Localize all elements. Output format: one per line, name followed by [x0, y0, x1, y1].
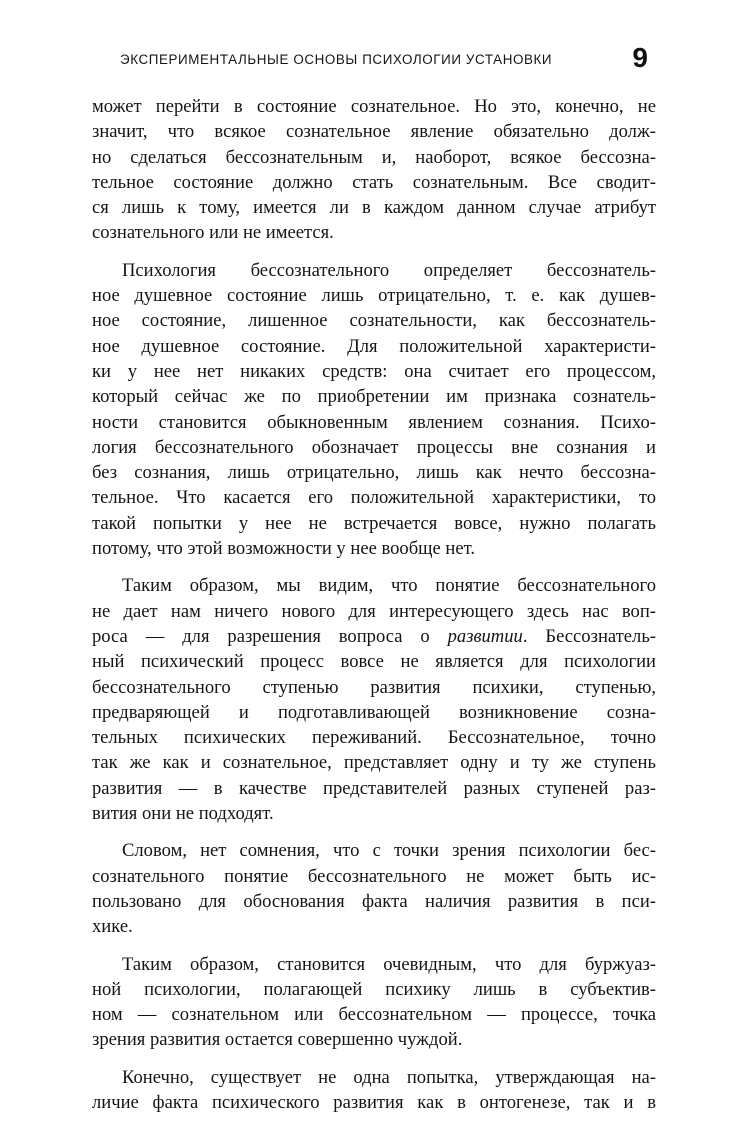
- text-line: так же как и сознательное, представляет одну и ту же ступень: [92, 752, 656, 774]
- text-line: ности становится обыкновенным явлением сознания. Психо-: [92, 411, 656, 433]
- text-line: значит, что всякое сознательное явление обязательно долж-: [92, 121, 656, 143]
- text-fragment: . Бессознатель-: [522, 625, 656, 647]
- text-line: Психология бессознательного определяет бессознатель-: [122, 259, 656, 281]
- text-line: такой попытки у нее не встречается вовсе, нужно полагать: [92, 512, 656, 534]
- text-line: пользовано для обоснования факта наличия развития в пси-: [92, 890, 656, 912]
- text-line: развития — в качестве представителей разных ступеней раз-: [92, 777, 656, 799]
- text-line: ном — сознательном или бессознательном — процессе, точка: [92, 1004, 656, 1026]
- running-title: ЭКСПЕРИМЕНТАЛЬНЫЕ ОСНОВЫ ПСИХОЛОГИИ УСТАНОВКИ: [120, 52, 553, 67]
- text-line: потому, что этой возможности у нее вообще нет.: [92, 538, 475, 560]
- text-line: может перейти в состояние сознательное. Но это, конечно, не: [92, 96, 656, 117]
- text-line: Словом, нет сомнения, что с точки зрения психологии бес-: [122, 840, 656, 862]
- paragraph-2: [92, 258, 656, 562]
- text-line: ное состояние, лишенное сознательности, как бессознатель-: [92, 310, 656, 332]
- paragraph-3: [92, 573, 656, 826]
- text-line: ной психологии, полагающей психику лишь в субъектив-: [92, 978, 656, 1000]
- text-line: логия бессознательного обозначает процессы вне сознания и: [92, 436, 656, 458]
- body-text: [92, 94, 656, 1127]
- text-line: бессознательного ступенью развития психики, ступенью,: [92, 676, 656, 698]
- text-line: вития они не подходят.: [92, 803, 274, 825]
- text-line: предваряющей и подготавливающей возникновение созна-: [92, 701, 656, 723]
- text-line: хике.: [92, 916, 133, 938]
- text-line: без сознания, лишь отрицательно, лишь как нечто бессозна-: [92, 462, 656, 484]
- text-line: ный психический процесс вовсе не является для психологии: [92, 651, 656, 673]
- text-line: сознательного или не имеется.: [92, 222, 334, 244]
- page-number: 9: [632, 42, 648, 73]
- text-line: тельных психических переживаний. Бессознательное, точно: [92, 727, 656, 749]
- text-line: ки у нее нет никаких средств: она считает его процессом,: [92, 360, 656, 382]
- text-line: Таким образом, становится очевидным, что для буржуаз-: [122, 953, 656, 975]
- emphasis-term: развитии: [447, 625, 523, 647]
- text-line: сознательного понятие бессознательного не может быть ис-: [92, 865, 656, 887]
- text-line: ное душевное состояние. Для положительной характеристи-: [92, 335, 656, 357]
- page-header: [120, 44, 660, 78]
- text-line: но сделаться бессознательным и, наоборот, всякое бессозна-: [92, 146, 656, 168]
- text-line: зрения развития остается совершенно чуждой.: [92, 1029, 463, 1051]
- text-line: Конечно, существует не одна попытка, утверждающая на-: [122, 1066, 656, 1088]
- text-line-with-emphasis: [92, 624, 656, 649]
- paragraph-4: [92, 838, 656, 939]
- paragraph-6: [92, 1065, 656, 1116]
- text-line: тельное состояние должно стать сознательным. Все сводит-: [92, 171, 656, 193]
- paragraph-1: [92, 94, 656, 246]
- text-line: который сейчас же по приобретении им признака сознатель-: [92, 386, 656, 408]
- text-line: тельное. Что касается его положительной характеристики, то: [92, 487, 656, 509]
- text-line: ся лишь к тому, имеется ли в каждом данном случае атрибут: [92, 197, 656, 219]
- text-line: Таким образом, мы видим, что понятие бессознательного: [122, 575, 656, 597]
- paragraph-5: [92, 952, 656, 1053]
- text-fragment: роса — для разрешения вопроса о: [92, 625, 448, 647]
- text-line: ное душевное состояние лишь отрицательно, т. е. как душев-: [92, 285, 656, 307]
- text-line: не дает нам ничего нового для интересующего здесь нас воп-: [92, 600, 656, 622]
- text-line: личие факта психического развития как в онтогенезе, так и в: [92, 1091, 656, 1113]
